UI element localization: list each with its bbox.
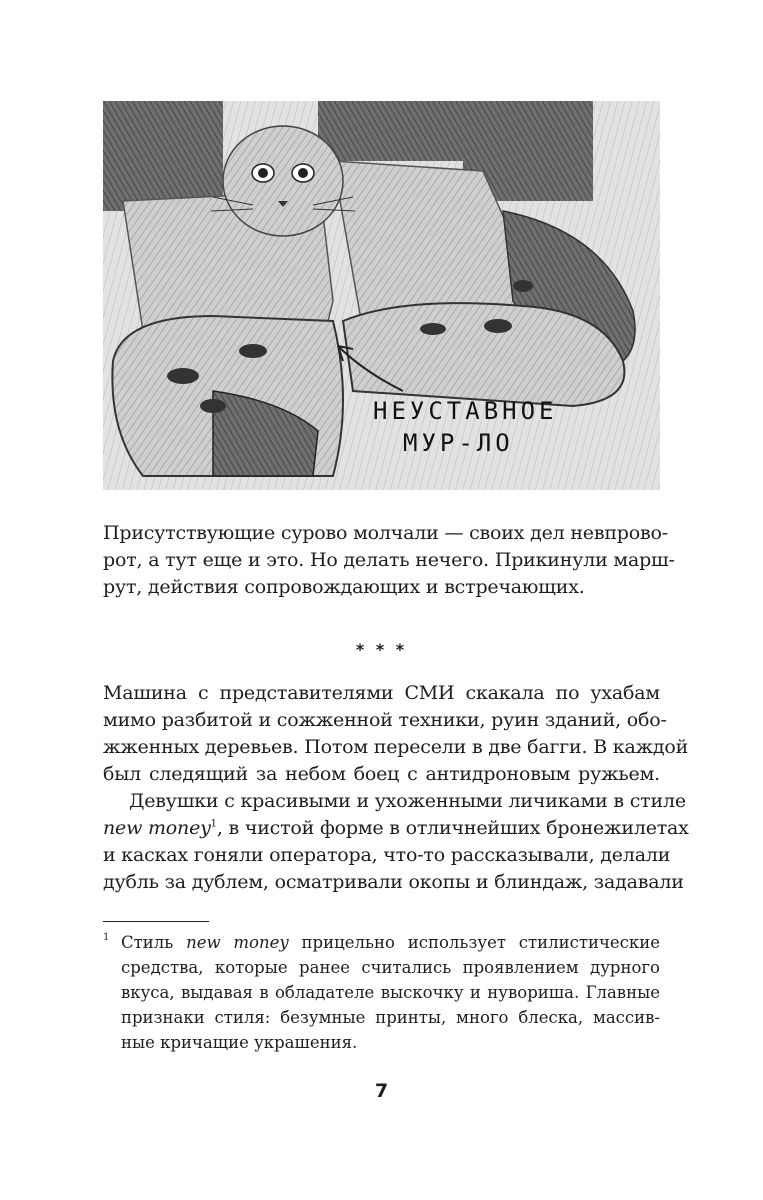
text-line: ные кричащие украшения. (121, 1033, 358, 1052)
text-line (103, 815, 689, 842)
text-line: жженных деревьев. Потом пересели в две багги. В каждой (103, 736, 689, 758)
footnote-marker: 1 (103, 932, 110, 943)
italic-term: new money (103, 817, 211, 839)
paragraph-3 (103, 788, 689, 896)
paragraph-1 (103, 520, 675, 601)
text-line: был следящий за небом боец с антидроновым ружьем. (103, 763, 660, 785)
text-line: средства, которые ранее считались проявлением дурного (121, 958, 660, 977)
sketch-illustration (103, 101, 660, 490)
italic-term: new money (186, 933, 289, 952)
footnote-divider (103, 921, 209, 922)
text-line: дубль за дублем, осматривали окопы и блиндаж, задавали (103, 871, 684, 893)
text-line: рут, действия сопровождающих и встречающих. (103, 576, 585, 598)
text-line: Девушки с красивыми и ухоженными личиками в стиле (129, 790, 686, 812)
text-fragment: прицельно использует стилистические (288, 933, 660, 952)
text-line (121, 930, 660, 955)
text-fragment: Стиль (121, 933, 187, 952)
section-separator: * * * (355, 640, 408, 659)
text-line: рот, а тут еще и это. Но делать нечего. Прикинули марш- (103, 549, 675, 571)
text-line: Присутствующие сурово молчали — своих дел невпрово- (103, 522, 668, 544)
text-line: мимо разбитой и сожженной техники, руин зданий, обо- (103, 709, 667, 731)
footnote (103, 930, 660, 1055)
illustration-caption-line1: НЕУСТАВНОЕ (373, 397, 558, 425)
footnote-reference[interactable]: 1 (210, 818, 217, 830)
text-line: признаки стиля: безумные принты, много блеска, массив- (121, 1008, 660, 1027)
page-number: 7 (374, 1080, 389, 1102)
illustration-caption-line2: МУР-ЛО (403, 429, 514, 457)
text-fragment: , в чистой форме в отличнейших бронежилетах (216, 817, 689, 839)
text-line: и касках гоняли оператора, что-то рассказывали, делали (103, 844, 671, 866)
paragraph-2 (103, 680, 689, 788)
text-line: Машина с представителями СМИ скакала по ухабам (103, 682, 660, 704)
text-line: вкуса, выдавая в обладателе выскочку и нувориша. Главные (121, 983, 660, 1002)
